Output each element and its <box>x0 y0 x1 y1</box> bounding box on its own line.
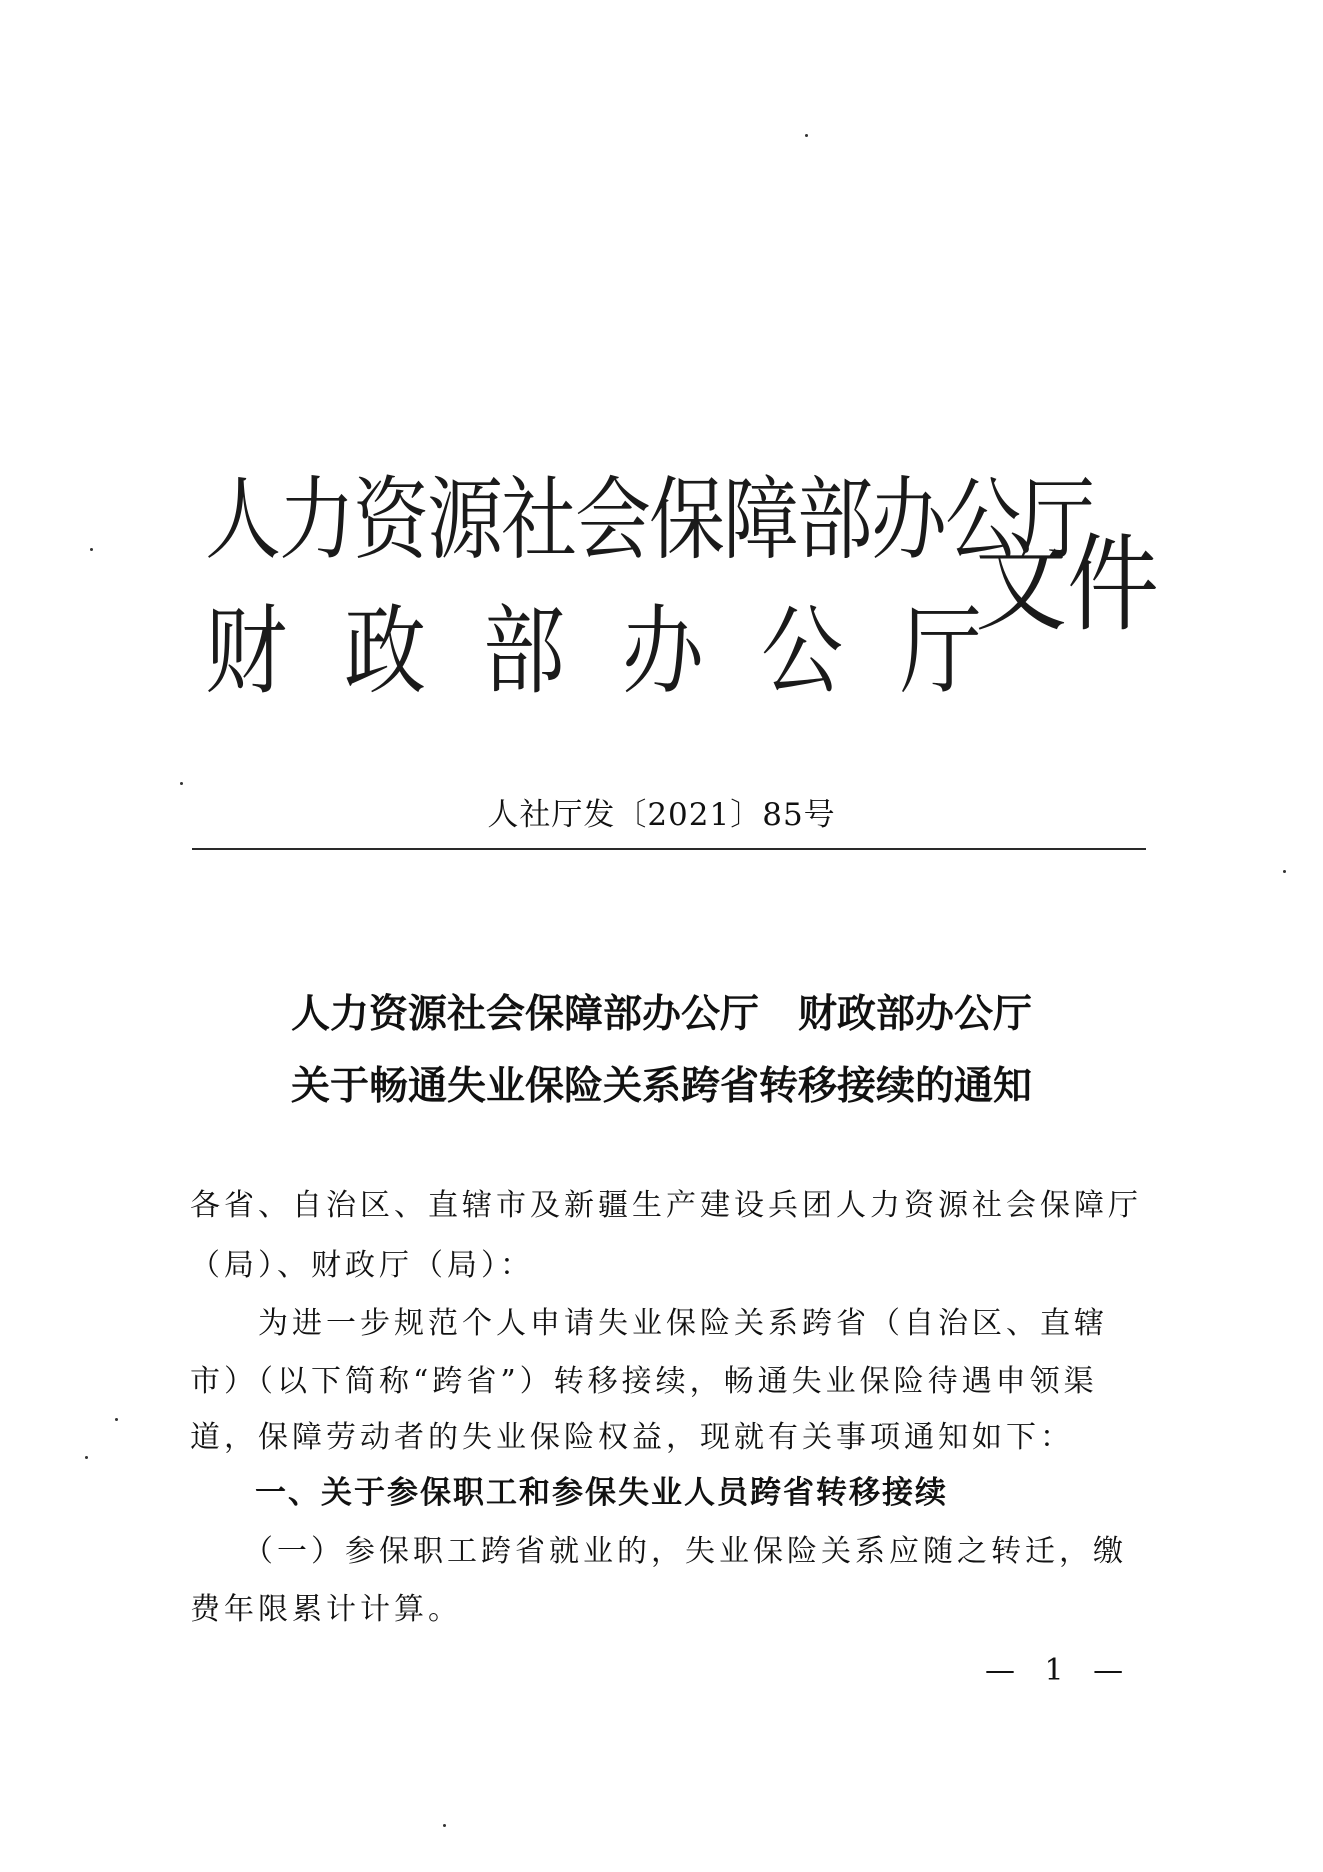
header-divider <box>192 848 1146 850</box>
scan-speck <box>805 134 808 137</box>
scan-speck <box>1283 870 1286 873</box>
item-line: 费年限累计计算。 <box>190 1592 462 1627</box>
section-heading-1: 一、关于参保职工和参保失业人员跨省转移接续 <box>255 1475 948 1511</box>
page-number: — 1 — <box>985 1653 1134 1688</box>
body-line: 道，保障劳动者的失业保险权益，现就有关事项通知如下： <box>190 1420 1074 1455</box>
scan-speck <box>115 1418 118 1421</box>
agency-name-line-1: 人力资源社会保障部办公厅 <box>205 466 1093 572</box>
document-type-word: 文件 <box>975 523 1160 647</box>
scan-speck <box>90 548 93 551</box>
scan-speck <box>85 1456 88 1459</box>
notice-title-line-2: 关于畅通失业保险关系跨省转移接续的通知 <box>290 1064 1032 1109</box>
document-number: 人社厅发〔2021〕85号 <box>487 797 836 833</box>
notice-title-line-1: 人力资源社会保障部办公厅 财政部办公厅 <box>290 992 1032 1037</box>
agency-name-line-2: 财政部办公厅 <box>205 596 1040 709</box>
scan-speck <box>443 1824 446 1827</box>
body-line: （局）、财政厅（局）： <box>190 1248 534 1283</box>
body-line: 市）（以下简称“跨省”）转移接续，畅通失业保险待遇申领渠 <box>190 1364 1098 1399</box>
item-line: （一）参保职工跨省就业的，失业保险关系应随之转迁，缴 <box>190 1534 1127 1569</box>
scan-speck <box>180 782 183 785</box>
body-line: 为进一步规范个人申请失业保险关系跨省（自治区、直辖 <box>190 1306 1108 1341</box>
body-line: 各省、自治区、直辖市及新疆生产建设兵团人力资源社会保障厅 <box>190 1188 1142 1223</box>
